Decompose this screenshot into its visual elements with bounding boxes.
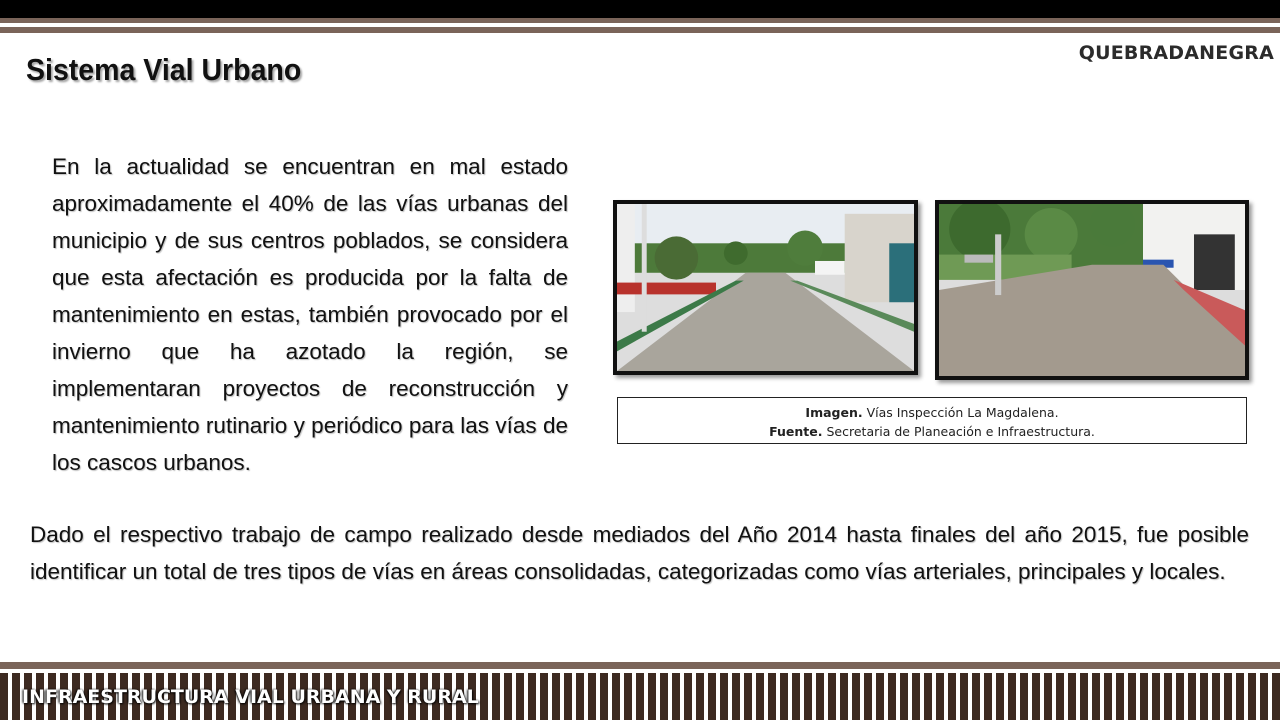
- bottom-divider-stripe: [0, 662, 1280, 669]
- top-divider-stripe: [0, 18, 1280, 23]
- top-black-bar: [0, 0, 1280, 18]
- image-caption: [617, 397, 1247, 444]
- body-paragraph-intro: En la actualidad se encuentran en mal estado aproximadamente el 40% de las vías urbanas del municipio y de sus centros poblados, se considera que esta afectación es producida por la falta de mantenimiento en estas, también provocado por el invierno que ha azotado la región, se implementaran proyectos de reconstrucción y mantenimiento rutinario y periódico para las vías de los cascos urbanos.: [52, 154, 568, 475]
- street-photo-right: [935, 200, 1249, 380]
- municipality-brand: QUEBRADANEGRA: [1078, 42, 1274, 64]
- body-paragraph-fieldwork: Dado el respectivo trabajo de campo realizado desde mediados del Año 2014 hasta finales del año 2015, fue posible identificar un total de tres tipos de vías en áreas consolidadas, categorizadas como vías arteriales, principales y locales.: [30, 522, 1249, 584]
- caption-source-label: Fuente.: [769, 424, 823, 439]
- caption-source-line: [618, 422, 1246, 441]
- slide-title: Sistema Vial Urbano: [26, 52, 302, 87]
- top-divider-stripe-lower: [0, 27, 1280, 33]
- caption-source-text: Secretaria de Planeación e Infraestructura.: [822, 424, 1095, 439]
- footer-section-label: INFRAESTRUCTURA VIAL URBANA Y RURAL: [22, 686, 479, 708]
- street-photo-left: [613, 200, 918, 375]
- caption-image-label: Imagen.: [805, 405, 863, 420]
- caption-image-text: Vías Inspección La Magdalena.: [862, 405, 1059, 420]
- caption-image-line: [618, 403, 1246, 422]
